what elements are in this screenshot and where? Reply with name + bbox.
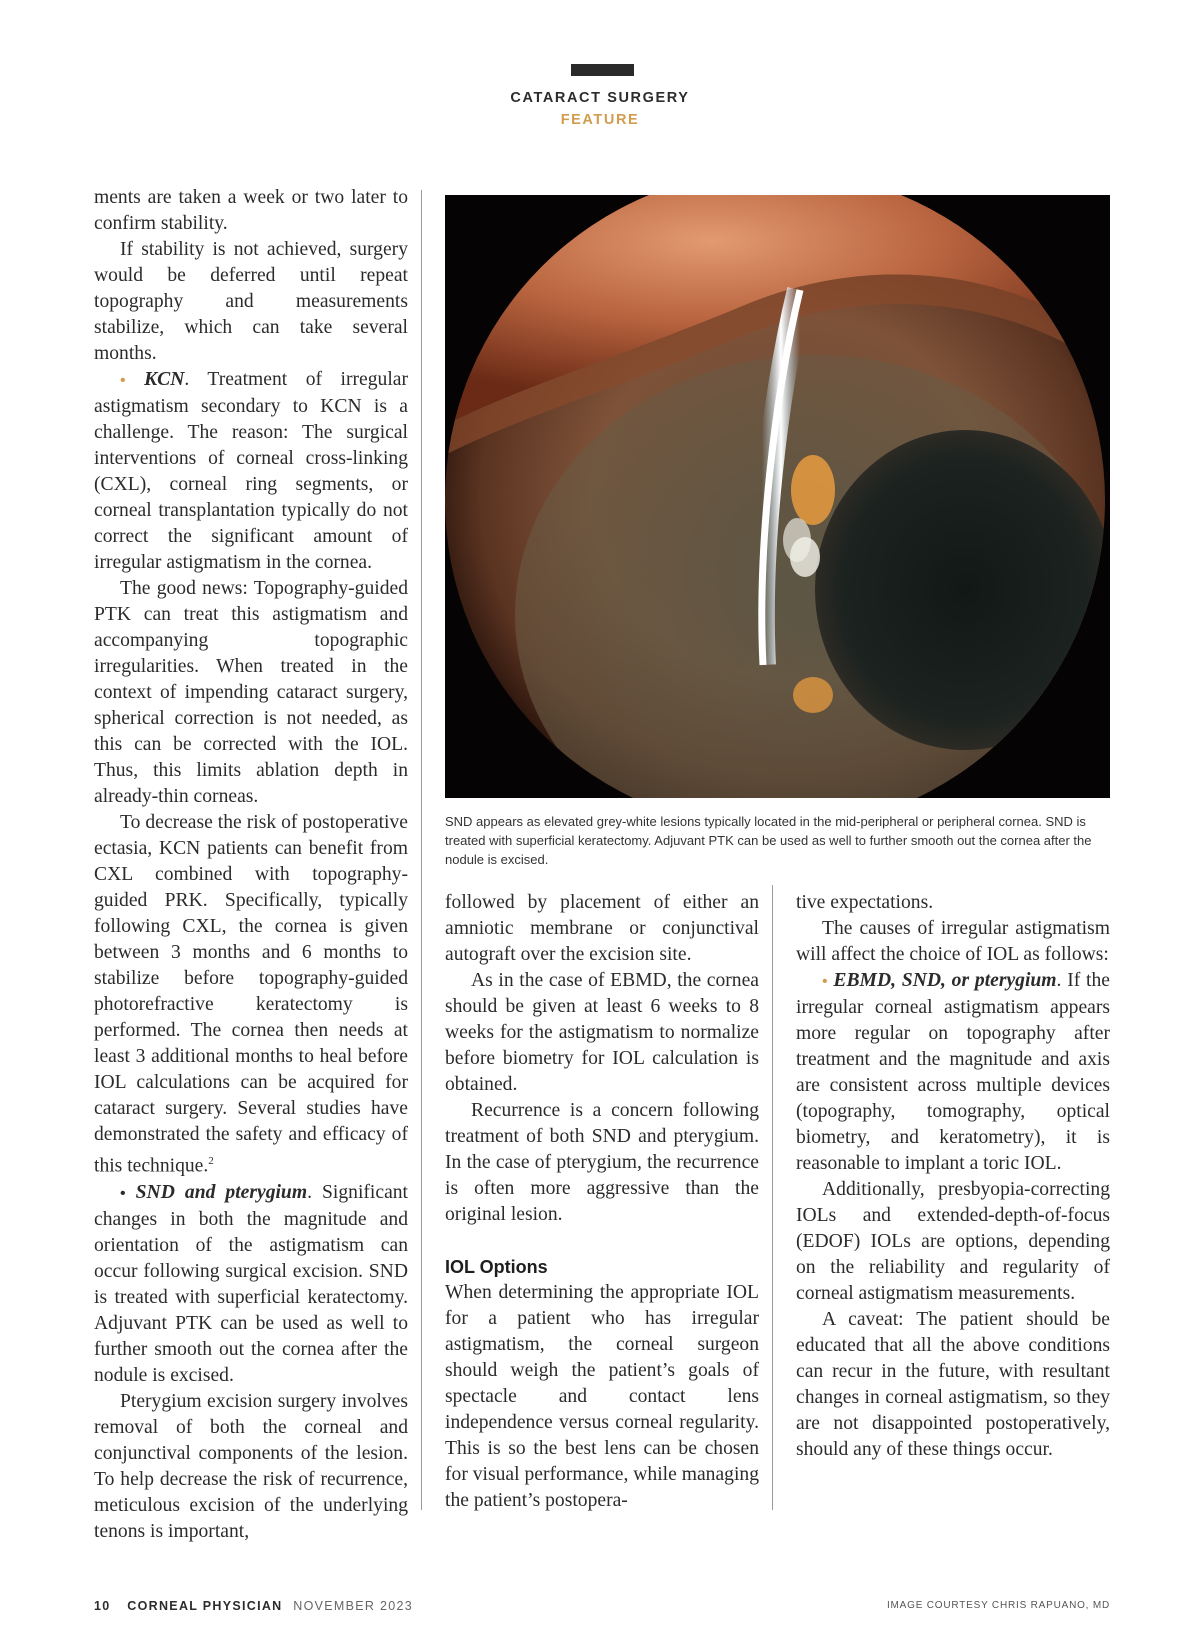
term-kcn: KCN xyxy=(144,369,185,390)
paragraph: When determining the appropriate IOL for a patient who has irregular astigmatism, the corneal surgeon should weigh the patient’s goals of spectacle and contact lens independence versus corneal regularity. This is so the best lens can be chosen for visual performance, while managing the patient’s postopera- xyxy=(445,1282,759,1511)
section-subtitle: FEATURE xyxy=(560,112,640,128)
magazine-name: CORNEAL PHYSICIAN xyxy=(127,1599,283,1613)
column-3 xyxy=(796,890,1110,1463)
paragraph: The good news: Topography-guided PTK can treat this astigmatism and accompanying topographic irregularities. When treated in the context of impending cataract surgery, spherical correction is not needed, as this can be corrected with the IOL. Thus, this limits ablation depth in already-thin corneas. xyxy=(94,578,408,807)
bullet-icon: • xyxy=(120,1184,126,1202)
paragraph-with-ref xyxy=(94,810,408,1180)
paragraph: A caveat: The patient should be educated that all the above conditions can recur in the future, with resultant changes in corneal astigmatism, so they are not disappointed postoperatively, should any of these things occur. xyxy=(796,1309,1110,1460)
paragraph-ebmd xyxy=(796,968,1110,1177)
paragraph: If stability is not achieved, surgery would be deferred until repeat topography and measurements stabilize, which can take several months. xyxy=(94,239,408,364)
paragraph: tive expectations. xyxy=(796,892,934,913)
header-bar xyxy=(571,64,634,76)
footer-left xyxy=(94,1599,413,1613)
bullet-icon: • xyxy=(822,973,828,990)
paragraph-text: To decrease the risk of postoperative ectasia, KCN patients can benefit from CXL combined with topography-guided PRK. Specifically, typically following CXL, the cornea is given between 3 months and 6 months to stabilize before topography-guided photorefractive keratectomy is performed. The cornea then needs at least 3 additional months to heal before IOL calculations can be acquired for cataract surgery. Several studies have demonstrated the safety and efficacy of this technique. xyxy=(94,812,408,1177)
paragraph-snd xyxy=(94,1180,408,1389)
term-snd-pterygium: SND and pterygium xyxy=(135,1181,308,1203)
paragraph: Pterygium excision surgery involves removal of both the corneal and conjunctival components of the lesion. To help decrease the risk of recurrence, meticulous excision of the underlying tenons is important, xyxy=(94,1390,408,1542)
issue-date: NOVEMBER 2023 xyxy=(293,1599,414,1613)
paragraph: ments are taken a week or two later to confirm stability. xyxy=(94,187,408,234)
term-ebmd-snd-pterygium: EBMD, SND, or pterygium xyxy=(833,970,1057,991)
paragraph-kcn xyxy=(94,367,408,576)
figure-caption: SND appears as elevated grey-white lesions typically located in the mid-peripheral or peripheral cornea. SND is treated with superficial keratectomy. Adjuvant PTK can be used as well to further smooth out the cornea after the nodule is excised. xyxy=(445,814,1092,867)
paragraph: Additionally, presbyopia-correcting IOLs and extended-depth-of-focus (EDOF) IOLs are options, depending on the reliability and regularity of corneal astigmatism measurements. xyxy=(796,1179,1110,1304)
page-number: 10 xyxy=(94,1599,111,1613)
paragraph-text: . Significant changes in both the magnitude and orientation of the astigmatism can occur following surgical excision. SND is treated with superficial keratectomy. Adjuvant PTK can be used as well to further smooth out the cornea after the nodule is excised. xyxy=(94,1181,409,1386)
paragraph-text: . If the irregular corneal astigmatism appears more regular on topography after treatment and the magnitude and axis are consistent across multiple devices (topography, tomography, optical biometry, and keratometry), it is reasonable to implant a toric IOL. xyxy=(796,970,1110,1174)
image-credit: IMAGE COURTESY CHRIS RAPUANO, MD xyxy=(886,1600,1110,1611)
slit-lamp-photo xyxy=(445,195,1110,798)
column-divider xyxy=(772,885,773,1510)
column-divider xyxy=(421,190,422,1510)
paragraph: The causes of irregular astigmatism will affect the choice of IOL as follows: xyxy=(796,918,1110,965)
section-title: CATARACT SURGERY xyxy=(510,90,690,106)
reference-superscript: 2 xyxy=(208,1155,214,1167)
bullet-icon: • xyxy=(120,372,126,389)
section-heading: IOL Options xyxy=(445,1257,548,1277)
column-1 xyxy=(94,185,409,1542)
paragraph: followed by placement of either an amniotic membrane or conjunctival autograft over the excision site. xyxy=(445,892,759,965)
column-2 xyxy=(445,890,759,1514)
paragraph-text: . Treatment of irregular astigmatism secondary to KCN is a challenge. The reason: The surgical interventions of corneal cross-linking (CXL), corneal ring segments, or corneal transplantation typically do not correct the significant amount of irregular astigmatism in the cornea. xyxy=(94,369,408,573)
paragraph: Recurrence is a concern following treatment of both SND and pterygium. In the case of pterygium, the recurrence is often more aggressive than the original lesion. xyxy=(445,1100,759,1225)
paragraph: As in the case of EBMD, the cornea should be given at least 6 weeks to 8 weeks for the astigmatism to normalize before biometry for IOL calculation is obtained. xyxy=(445,970,759,1095)
